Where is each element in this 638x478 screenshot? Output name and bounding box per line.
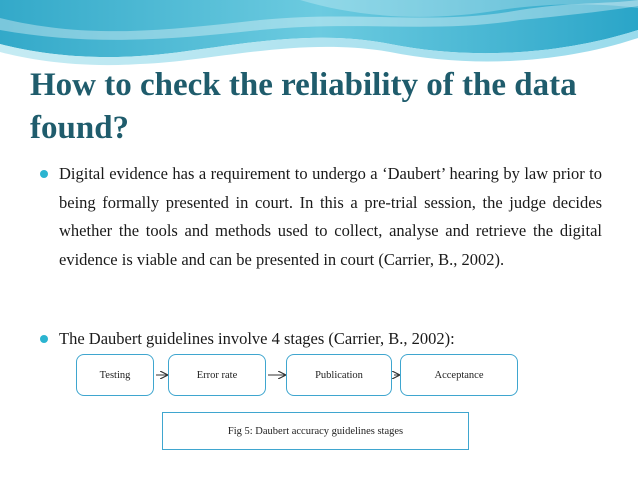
bullet-item <box>40 160 602 274</box>
stage-box-error-rate <box>168 354 266 396</box>
bullet-text: Digital evidence has a requirement to undergo a ‘Daubert’ hearing by law prior to being formally presented in court. In this a pre-trial session, the judge decides whether the tools and methods used to collect, analyse and retrieve the digital evidence is viable and can be presented in court (Carrier, B., 2002). <box>59 164 602 269</box>
stage-label: Acceptance <box>434 369 484 381</box>
decorative-wave-header <box>0 0 638 70</box>
stage-box-acceptance <box>400 354 518 396</box>
stage-label: Testing <box>99 369 131 381</box>
slide-title: How to check the reliability of the data found? <box>30 67 577 146</box>
stage-box-testing <box>76 354 154 396</box>
figure-caption <box>162 412 469 450</box>
bullet-item <box>40 325 602 354</box>
bullet-dot-icon <box>40 335 48 343</box>
bullet-text: The Daubert guidelines involve 4 stages (Carrier, B., 2002): <box>59 329 455 348</box>
bullet-dot-icon <box>40 170 48 178</box>
stage-label: Error rate <box>196 369 238 381</box>
stage-box-publication <box>286 354 392 396</box>
caption-text: Fig 5: Daubert accuracy guidelines stages <box>227 425 404 437</box>
stage-label: Publication <box>315 369 363 381</box>
